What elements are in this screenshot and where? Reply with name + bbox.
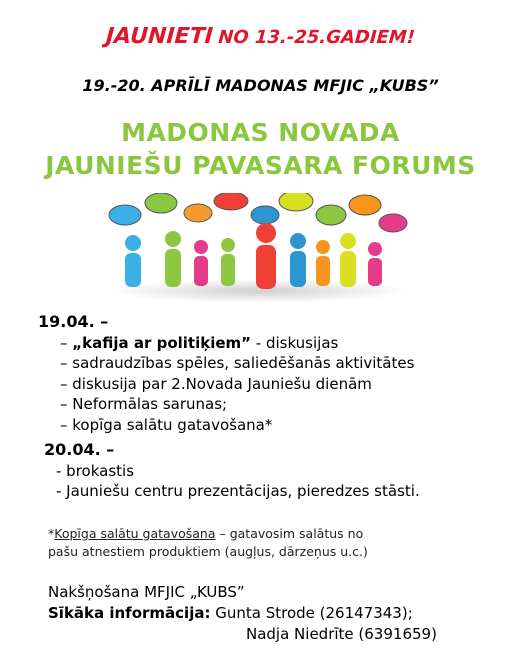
coffee-politicians-label: „kafija ar politiķiem” <box>72 333 251 352</box>
day2-section <box>44 440 420 502</box>
footnote-rest: – gatavosim salātus no <box>215 526 364 541</box>
list-item-text: kopīga salātu gatavošana* <box>72 415 273 434</box>
list-item-text: diskusija par 2.Novada Jauniešu dienām <box>72 374 372 393</box>
footnote <box>48 525 468 561</box>
day2-list <box>44 461 420 502</box>
dash: – <box>60 415 68 434</box>
footnote-star: * <box>48 526 55 541</box>
list-item <box>60 353 414 374</box>
event-date-venue: 19.-20. APRĪLĪ MADONAS MFJIC „KUBS” <box>82 76 439 95</box>
footnote-underlined: Kopīga salātu gatavošana <box>54 526 216 541</box>
speech-bubble-icon <box>109 193 407 232</box>
day1-list <box>38 333 414 436</box>
day1-section <box>38 312 414 435</box>
list-item <box>60 333 414 354</box>
list-item-text: sadraudzības spēles, saliedēšanās aktivitātes <box>72 354 415 372</box>
list-item <box>60 394 414 415</box>
dash: – <box>60 354 68 372</box>
dash: – <box>60 395 68 413</box>
lodging-info: Nakšņošana MFJIC „KUBS” <box>48 583 245 601</box>
list-item: - brokastis <box>56 461 135 480</box>
dash: – <box>60 374 68 393</box>
day1-heading: 19.04. – <box>38 312 109 331</box>
forum-title-line1: MADONAS NOVADA <box>121 118 400 147</box>
footnote-line2: pašu atnestiem produktiem (augļus, dārzeņus u.c.) <box>48 544 368 559</box>
tagline-big: JAUNIETI <box>105 24 214 49</box>
footer-info <box>48 582 437 645</box>
forum-title-line2: JAUNIEŠU PAVASARA FORUMS <box>45 151 476 180</box>
tagline-small: NO 13.-25.GADIEM! <box>217 27 416 48</box>
contact-2: Nadja Niedrīte (6391659) <box>246 625 437 643</box>
list-item: - Jauniešu centru prezentācijas, pieredzes stāsti. <box>56 482 420 500</box>
list-item-text: Neformālas sarunas; <box>72 395 228 413</box>
dash: – <box>60 333 68 352</box>
people-speech-bubbles-illustration <box>103 193 413 303</box>
event-tagline <box>0 24 521 49</box>
contact-1: Gunta Strode (26147343); <box>210 604 413 622</box>
list-item <box>60 415 414 436</box>
coffee-politicians-rest: - diskusijas <box>251 333 339 352</box>
more-info-label: Sīkāka informācija: <box>48 604 211 622</box>
list-item <box>60 374 414 395</box>
day2-heading: 20.04. – <box>44 440 115 459</box>
